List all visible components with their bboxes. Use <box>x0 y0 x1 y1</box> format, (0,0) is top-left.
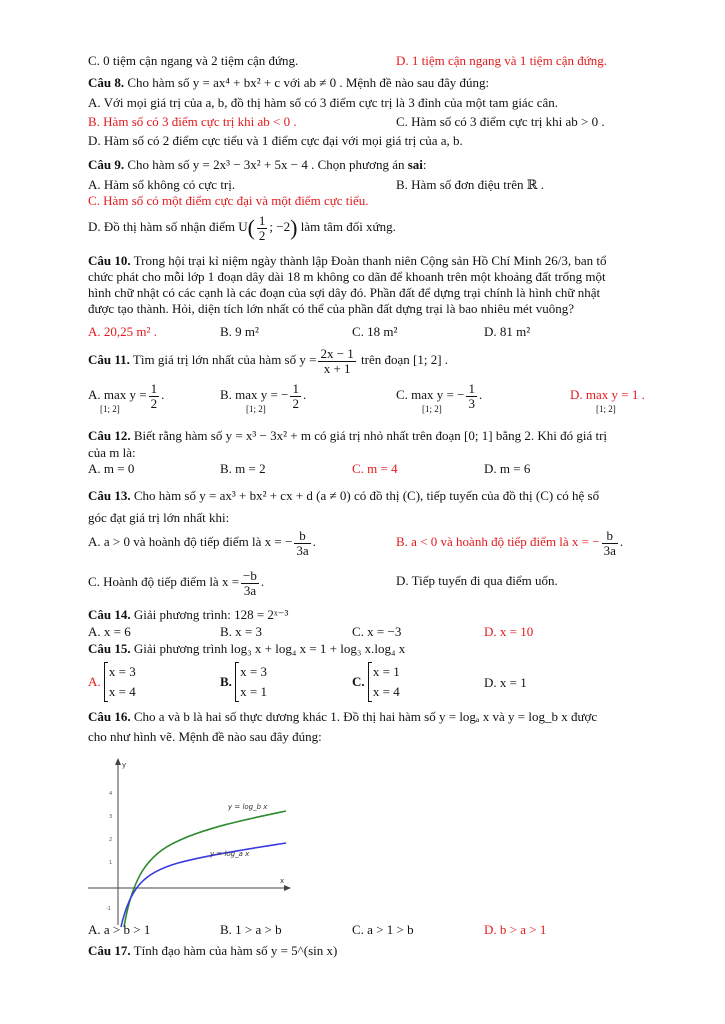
curve-log-a <box>121 843 286 927</box>
q9-option-a: A. Hàm số không có cực trị. <box>88 177 236 192</box>
q8-option-d: D. Hàm số có 2 điểm cực tiểu và 1 điểm cực đại với mọi giá trị của a, b. <box>88 133 463 148</box>
q16-option-b: B. 1 > a > b <box>220 922 282 937</box>
graph-ytick-4: 4 <box>109 791 113 797</box>
q13-option-d: D. Tiếp tuyến đi qua điểm uốn. <box>396 573 558 588</box>
q13-option-c: C. Hoành độ tiếp điểm là x = $\frac{-b}{3a}$ . <box>88 567 265 598</box>
q14-option-c: C. x = −3 <box>352 624 402 639</box>
graph-x-label: x <box>280 877 285 885</box>
q15-option-a-system: x = 3 x = 4 <box>104 662 136 702</box>
q12-option-c: C. m = 4 <box>352 461 398 476</box>
q13-option-b: B. a < 0 và hoành độ tiếp điểm là x = − $\frac{b}{3a}$ . <box>396 527 624 558</box>
q9-option-d: D. Đồ thị hàm số nhận điểm U( $\frac{1}{2}$ ; −2) làm tâm đối xứng. <box>88 212 396 243</box>
q14-stem: Câu 14. Giải phương trình: 128 = 2ˣ⁻³ <box>88 607 289 622</box>
q11-option-c: C. max y = − [1; 2] $\frac{1}{3}$ . <box>396 380 483 414</box>
q15-option-c: C. x = 1 x = 4 <box>352 662 400 702</box>
q15-stem: Câu 15. Giải phương trình log₃ x + log₄ x = 1 + log₃ x.log₄ x <box>88 641 406 656</box>
curve-log-b <box>124 811 286 927</box>
q9-option-b: B. Hàm số đơn điệu trên ℝ . <box>396 177 545 192</box>
q16-stem-line2: cho như hình vẽ. Mệnh đề nào sau đây đúng: <box>88 729 322 744</box>
q17-stem: Câu 17. Tính đạo hàm của hàm số y = 5^(sin x) <box>88 943 338 958</box>
q10-option-d: D. 81 m² <box>484 324 531 339</box>
q13-stem-line1: Câu 13. Cho hàm số y = ax³ + bx² + cx + d (a ≠ 0) có đồ thị (C), tiếp tuyến của đồ thị (C) có hệ số <box>88 488 600 503</box>
graph-ytick-1: 1 <box>109 860 113 866</box>
q10-option-a: A. 20,25 m² . <box>88 324 157 339</box>
q10-option-c: C. 18 m² <box>352 324 398 339</box>
q15-option-b-system: x = 3 x = 1 <box>235 662 267 702</box>
q15-option-b: B. x = 3 x = 1 <box>220 662 267 702</box>
q8-option-c: C. Hàm số có 3 điểm cực trị khi ab > 0 . <box>396 114 605 129</box>
q14-option-a: A. x = 6 <box>88 624 131 639</box>
q12-option-a: A. m = 0 <box>88 461 135 476</box>
q16-log-graph <box>88 755 298 930</box>
graph-ytick-neg1: -1 <box>106 906 111 912</box>
q15-option-c-system: x = 1 x = 4 <box>368 662 400 702</box>
q13-option-a: A. a > 0 và hoành độ tiếp điểm là x = − $\frac{b}{3a}$ . <box>88 527 316 558</box>
q11-stem: Câu 11. Tìm giá trị lớn nhất của hàm số y = $\frac{2x - 1}{x + 1}$ trên đoạn [1; 2] . <box>88 345 449 376</box>
graph-curve-b-label: y = log_b x <box>228 803 268 811</box>
q12-option-b: B. m = 2 <box>220 461 266 476</box>
q12-option-d: D. m = 6 <box>484 461 531 476</box>
q7-option-d: D. 1 tiệm cận ngang và 1 tiệm cận đứng. <box>396 53 608 68</box>
q16-option-a: A. a > b > 1 <box>88 922 151 937</box>
q13-stem-line2: góc đạt giá trị lớn nhất khi: <box>88 510 230 525</box>
graph-ytick-2: 2 <box>109 837 113 843</box>
q15-option-a: A. x = 3 x = 4 <box>88 662 136 702</box>
q12-stem-line1: Câu 12. Biết rằng hàm số y = x³ − 3x² + m có giá trị nhỏ nhất trên đoạn [0; 1] bằng 2. Khi đó giá trị <box>88 428 608 443</box>
q12-stem-line2: của m là: <box>88 445 136 460</box>
q10-option-b: B. 9 m² <box>220 324 259 339</box>
graph-ytick-3: 3 <box>109 814 113 820</box>
q7-option-c: C. 0 tiệm cận ngang và 2 tiệm cận đứng. <box>88 53 299 68</box>
graph-curve-a-label: y = log_a x <box>210 850 250 858</box>
q9-option-c: C. Hàm số có một điểm cực đại và một điểm cực tiểu. <box>88 193 369 208</box>
q11-option-a: A. max y = [1; 2] $\frac{1}{2}$ . <box>88 380 165 414</box>
q8-stem: Câu 8. Cho hàm số y = ax⁴ + bx² + c với ab ≠ 0 . Mệnh đề nào sau đây đúng: <box>88 75 490 90</box>
q16-stem-line1: Câu 16. Cho a và b là hai số thực dương khác 1. Đồ thị hai hàm số y = logₐ x và y = log_b x được <box>88 709 598 724</box>
q16-option-d: D. b > a > 1 <box>484 922 547 937</box>
q10-stem: Câu 10. Trong hội trại kỉ niệm ngày thành lập Đoàn thanh niên Cộng sản Hồ Chí Minh 26/3, ban tổ chức phát cho mỗi lớp 1 đoạn dây dài 18 m không co dãn để khoanh trên một khoảng đất trống một hình chữ nhật có các cạnh là các đoạn của sợi dây đó. Phần đất để dựng trại chính là hình chữ nhật được tạo thành. Hỏi, diện tích lớn nhất có thể của phần đất dựng trại là bao nhiêu mét vuông? <box>88 253 607 316</box>
q11-option-b: B. max y = − [1; 2] $\frac{1}{2}$ . <box>220 380 307 414</box>
graph-y-label: y <box>122 761 127 769</box>
q8-option-b: B. Hàm số có 3 điểm cực trị khi ab < 0 . <box>88 114 297 129</box>
q11-option-d: D. max y = 1 . [1; 2] <box>570 387 645 414</box>
q16-option-c: C. a > 1 > b <box>352 922 414 937</box>
q9-stem: Câu 9. Cho hàm số y = 2x³ − 3x² + 5x − 4 . Chọn phương án sai: <box>88 157 427 172</box>
graph-y-axis <box>115 758 121 925</box>
q14-option-d: D. x = 10 <box>484 624 534 639</box>
q15-option-d: D. x = 1 <box>484 675 527 690</box>
q14-option-b: B. x = 3 <box>220 624 263 639</box>
q8-option-a: A. Với mọi giá trị của a, b, đồ thị hàm số có 3 điểm cực trị là 3 đỉnh của một tam giác cân. <box>88 95 559 110</box>
